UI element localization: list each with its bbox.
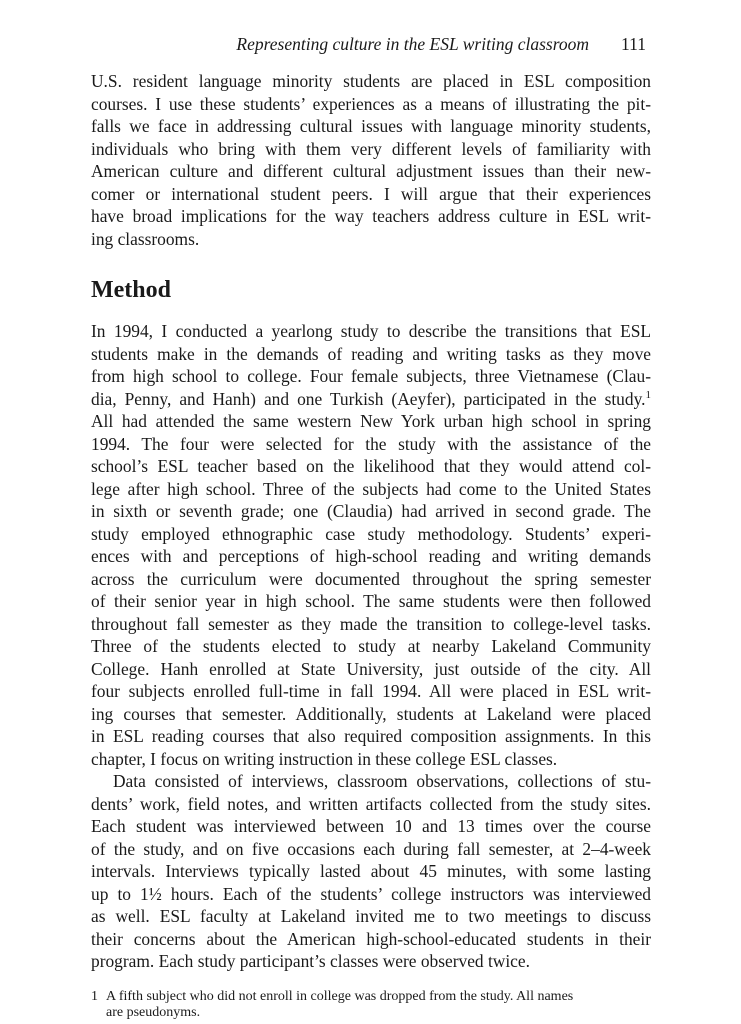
body-text-line: individuals who bring with them very different levels of familiarity with: [91, 138, 651, 159]
body-text-line: Three of the students elected to study at nearby Lakeland Community: [91, 636, 651, 656]
body-text-line: of their senior year in high school. The same students were then followed: [91, 591, 651, 611]
body-text-line: across the curriculum were documented throughout the spring semester: [91, 568, 651, 589]
body-text-line: lege after high school. Three of the subjects had come to the United States: [91, 478, 651, 499]
body-text-line: program. Each study participant’s classes were observed twice.: [91, 951, 530, 971]
body-text-line: ing classrooms.: [91, 228, 200, 249]
body-text-line: College. Hanh enrolled at State University, just outside of the city. All: [91, 658, 651, 679]
section-heading: Method: [91, 277, 171, 303]
footnote-continuation: are pseudonyms.: [106, 1005, 201, 1020]
body-text-line: from high school to college. Four female subjects, three Vietnamese (Clau-: [91, 366, 651, 386]
body-text-line: American culture and different cultural adjustment issues than their new-: [91, 161, 651, 181]
body-text-line: in ESL reading courses that also required composition assignments. In this: [91, 726, 651, 746]
body-text-line: U.S. resident language minority students are placed in ESL composition: [91, 71, 651, 91]
body-text-line: In 1994, I conducted a yearlong study to describe the transitions that ESL: [91, 321, 651, 341]
body-text-line: school’s ESL teacher based on the likelihood that they would attend col-: [91, 456, 651, 476]
body-text-line: dents’ work, field notes, and written artifacts collected from the study sites.: [91, 793, 651, 814]
body-text-line: comer or international student peers. I will argue that their experiences: [91, 183, 651, 204]
footnote-number: 1: [91, 989, 98, 1004]
body-text-line: throughout fall semester as they made the transition to college-level tasks.: [91, 613, 651, 634]
body-text-line: chapter, I focus on writing instruction in these college ESL classes.: [91, 748, 558, 769]
page-number: 111: [621, 34, 646, 54]
body-text-line: ing courses that semester. Additionally, students at Lakeland were placed: [91, 703, 651, 724]
body-text-line: falls we face in addressing cultural issues with language minority students,: [91, 116, 651, 136]
body-text-line: Each student was interviewed between 10 and 13 times over the course: [91, 816, 651, 836]
body-text-line: All had attended the same western New York urban high school in spring: [91, 411, 651, 431]
running-head: [0, 33, 741, 55]
body-text-line: ences with and perceptions of high-school reading and writing demands: [91, 546, 651, 566]
body-text-line: intervals. Interviews typically lasted about 45 minutes, with some lasting: [91, 861, 651, 881]
body-text-line: 1994. The four were selected for the study with the assistance of the: [91, 433, 651, 454]
footnote-text: A fifth subject who did not enroll in college was dropped from the study. All names: [106, 989, 574, 1004]
body-text-line: their concerns about the American high-school-educated students in their: [91, 928, 651, 949]
body-text-line: four subjects enrolled full-time in fall 1994. All were placed in ESL writ-: [91, 681, 651, 701]
body-text-line: courses. I use these students’ experiences as a means of illustrating the pit-: [91, 93, 651, 114]
body-text-line: students make in the demands of reading and writing tasks as they move: [91, 343, 651, 364]
body-text-line: [91, 388, 651, 411]
body-text-line: Data consisted of interviews, classroom observations, collections of stu-: [113, 771, 651, 791]
body-text-line: up to 1½ hours. Each of the students’ college instructors was interviewed: [91, 883, 651, 904]
body-text-line: of the study, and on five occasions each during fall semester, at 2–4-week: [91, 838, 651, 859]
body-text-line: study employed ethnographic case study methodology. Students’ experi-: [91, 523, 651, 544]
body-text-segment: dia, Penny, and Hanh) and one Turkish (Aeyfer), participated in the study.: [91, 388, 646, 409]
body-text-line: in sixth or seventh grade; one (Claudia) had arrived in second grade. The: [91, 501, 651, 521]
body-text-line: have broad implications for the way teachers address culture in ESL writ-: [91, 206, 651, 226]
running-title: Representing culture in the ESL writing classroom: [236, 34, 589, 54]
body-text-line: as well. ESL faculty at Lakeland invited me to two meetings to discuss: [91, 906, 651, 926]
footnote-reference[interactable]: 1: [645, 388, 651, 401]
